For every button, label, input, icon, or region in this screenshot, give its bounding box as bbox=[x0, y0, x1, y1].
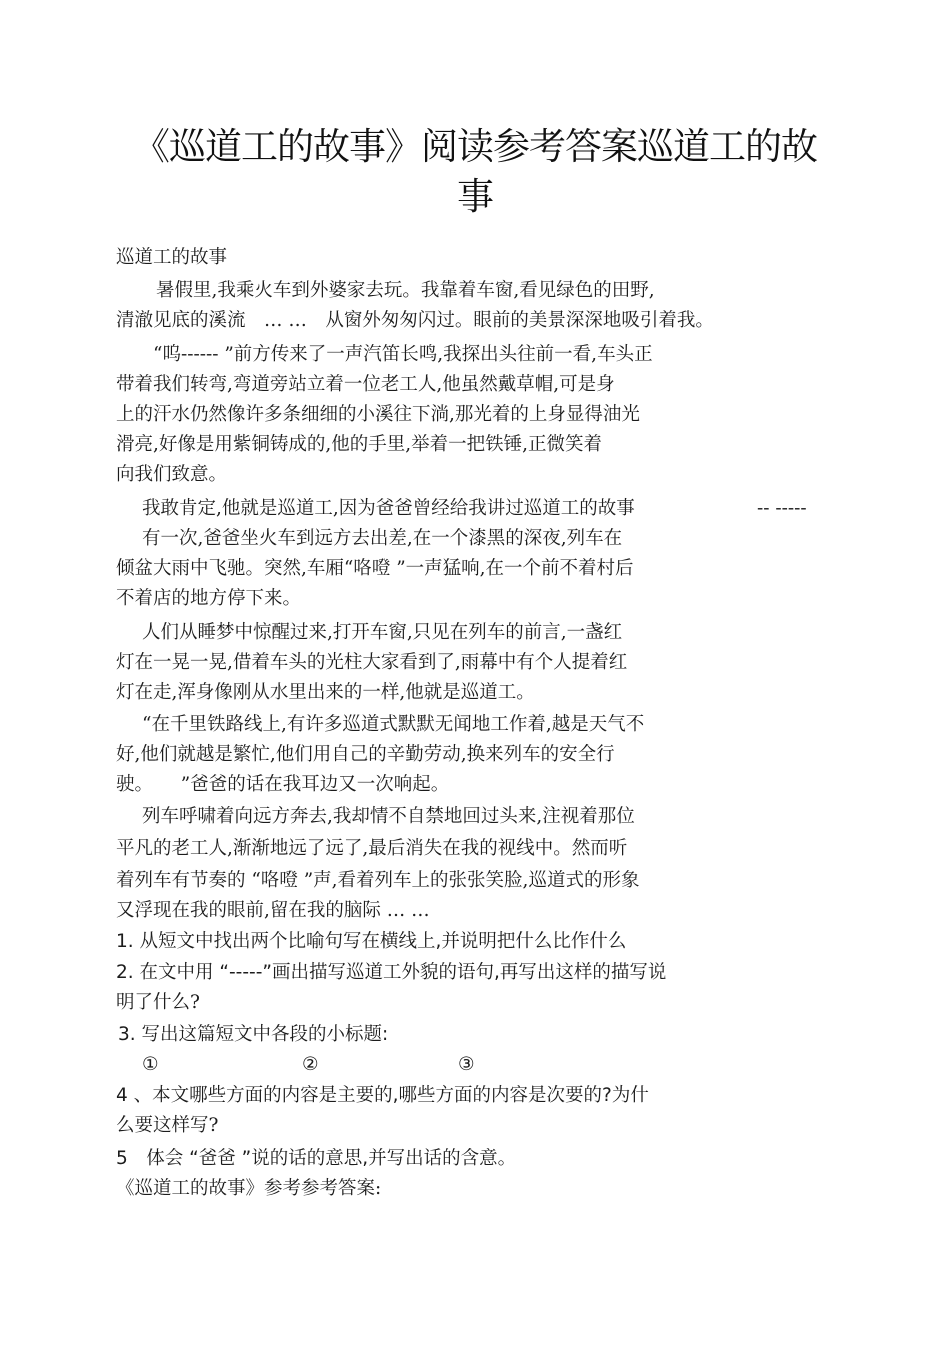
question-3-mark-3: ③ bbox=[458, 1054, 475, 1075]
paragraph-5-line: 灯在一晃一晃,借着车头的光柱大家看到了,雨幕中有个人提着红 bbox=[116, 652, 628, 673]
paragraph-2-line: 带着我们转弯,弯道旁站立着一位老工人,他虽然戴草帽,可是身 bbox=[116, 374, 615, 395]
question-3: 3. 写出这篇短文中各段的小标题: bbox=[118, 1024, 389, 1045]
document-title-line1: 《巡道工的故事》阅读参考答案巡道工的故 bbox=[133, 125, 817, 168]
paragraph-5-line: 人们从睡梦中惊醒过来,打开车窗,只见在列车的前言,一盏红 bbox=[142, 622, 623, 643]
paragraph-6-line: 驶。 ”爸爸的话在我耳边又一次响起。 bbox=[116, 774, 450, 795]
paragraph-3-line: 我敢肯定,他就是巡道工,因为爸爸曾经给我讲过巡道工的故事 bbox=[142, 498, 635, 519]
paragraph-2-line: 向我们致意。 bbox=[116, 464, 228, 485]
paragraph-4-line: 倾盆大雨中飞驰。突然,车厢“咯噔 ”一声猛响,在一个前不着村后 bbox=[116, 558, 634, 579]
question-3-mark-1: ① bbox=[142, 1054, 159, 1075]
paragraph-5-line: 灯在走,浑身像刚从水里出来的一样,他就是巡道工。 bbox=[116, 682, 535, 703]
paragraph-2-line: 上的汗水仍然像许多条细细的小溪往下淌,那光着的上身显得油光 bbox=[116, 404, 640, 425]
paragraph-1-line: 暑假里,我乘火车到外婆家去玩。我靠着车窗,看见绿色的田野, bbox=[156, 280, 655, 301]
question-3-mark-2: ② bbox=[302, 1054, 319, 1075]
question-2-line: 2. 在文中用 “-----”画出描写巡道工外貌的语句,再写出这样的描写说 bbox=[116, 962, 667, 983]
paragraph-6-line: 好,他们就越是繁忙,他们用自己的辛勤劳动,换来列车的安全行 bbox=[116, 744, 615, 765]
paragraph-6-line: “在千里铁路线上,有许多巡道式默默无闻地工作着,越是天气不 bbox=[142, 714, 645, 735]
paragraph-4-line: 有一次,爸爸坐火车到远方去出差,在一个漆黑的深夜,列车在 bbox=[142, 528, 623, 549]
question-4-line: 4 、本文哪些方面的内容是主要的,哪些方面的内容是次要的?为什 bbox=[116, 1085, 649, 1106]
paragraph-2-line: 滑亮,好像是用紫铜铸成的,他的手里,举着一把铁锤,正微笑着 bbox=[116, 434, 603, 455]
question-5: 5 体会 “爸爸 ”说的话的意思,并写出话的含意。 bbox=[116, 1148, 517, 1169]
question-4-line: 么要这样写? bbox=[116, 1115, 219, 1136]
paragraph-2-line: “呜------ ”前方传来了一声汽笛长鸣,我探出头往前一看,车头正 bbox=[153, 344, 653, 365]
paragraph-7-line: 列车呼啸着向远方奔去,我却情不自禁地回过头来,注视着那位 bbox=[142, 806, 635, 827]
answer-heading: 《巡道工的故事》参考参考答案: bbox=[116, 1178, 382, 1199]
paragraph-7-line: 着列车有节奏的 “咯噔 ”声,看着列车上的张张笑脸,巡道式的形象 bbox=[116, 870, 640, 891]
question-2-line: 明了什么? bbox=[116, 992, 200, 1013]
paragraph-4-line: 不着店的地方停下来。 bbox=[116, 588, 302, 609]
article-heading: 巡道工的故事 bbox=[116, 247, 228, 268]
paragraph-7-line: 又浮现在我的眼前,留在我的脑际 … … bbox=[116, 900, 430, 921]
paragraph-7-line: 平凡的老工人,渐渐地远了远了,最后消失在我的视线中。然而听 bbox=[116, 838, 628, 859]
paragraph-1-line: 清澈见底的溪流 … … 从窗外匆匆闪过。眼前的美景深深地吸引着我。 bbox=[116, 310, 714, 331]
document-title-line2: 事 bbox=[457, 175, 493, 218]
question-1: 1. 从短文中找出两个比喻句写在横线上,并说明把什么比作什么 bbox=[116, 931, 627, 952]
paragraph-3-dash-mark: -- ----- bbox=[757, 498, 807, 519]
